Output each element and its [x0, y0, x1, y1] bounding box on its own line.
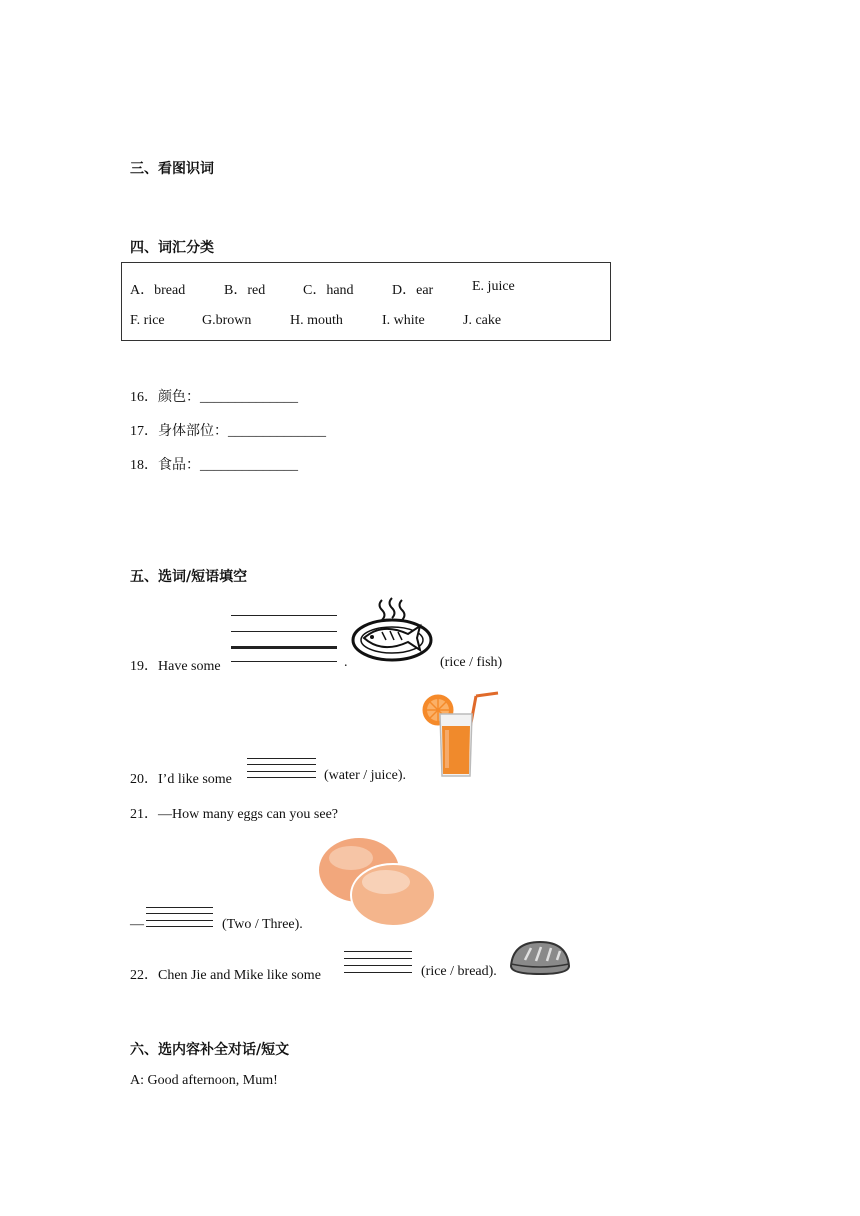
question-19-text: 19．Have some	[130, 659, 221, 674]
answer-line	[146, 913, 213, 914]
question-label: 身体部位：	[158, 424, 228, 439]
section-3-title: 三、看图识词	[130, 161, 214, 177]
word-option-d: D．ear	[392, 283, 434, 298]
answer-blank-22[interactable]	[344, 972, 412, 973]
section-6-title: 六、选内容补全对话/短文	[130, 1042, 290, 1058]
answer-blank[interactable]: ______________	[200, 458, 298, 473]
section-5-title: 五、选词/短语填空	[130, 569, 248, 585]
answer-line	[247, 758, 316, 759]
question-number: 18．	[130, 458, 158, 473]
answer-line	[247, 771, 316, 772]
word-option-j: J. cake	[463, 313, 502, 328]
answer-blank[interactable]: ______________	[200, 390, 298, 405]
question-20-text: 20．I’d like some	[130, 772, 232, 787]
word-option-h: H. mouth	[290, 313, 343, 328]
juice-glass-icon	[418, 690, 502, 780]
answer-line	[231, 631, 337, 632]
question-22-text: 22．Chen Jie and Mike like some	[130, 968, 321, 983]
question-21-choices: (Two / Three).	[222, 917, 303, 932]
answer-line	[146, 907, 213, 908]
question-16	[130, 386, 298, 406]
answer-line	[344, 965, 412, 966]
bread-icon	[509, 940, 571, 976]
answer-blank-20[interactable]	[247, 777, 316, 778]
question-20-choices: (water / juice).	[324, 768, 407, 783]
word-bank-box	[121, 262, 611, 341]
eggs-icon	[318, 836, 436, 928]
section-4-title: 四、词汇分类	[130, 240, 214, 256]
question-19-dot: .	[344, 655, 348, 670]
question-22-choices: (rice / bread).	[421, 964, 497, 979]
question-label: 颜色：	[158, 390, 200, 405]
word-option-g: G.brown	[202, 313, 252, 328]
question-21-text: 21．—How many eggs can you see?	[130, 807, 339, 822]
word-option-c: C．hand	[303, 283, 354, 298]
question-21-dash: —	[130, 917, 144, 932]
answer-blank-21[interactable]	[146, 926, 213, 927]
answer-blank-19[interactable]	[231, 661, 337, 662]
word-option-f: F. rice	[130, 313, 165, 328]
answer-blank[interactable]: ______________	[228, 424, 326, 439]
answer-line	[344, 958, 412, 959]
word-option-b: B．red	[224, 283, 266, 298]
question-19-choices: (rice / fish)	[440, 655, 503, 670]
answer-line	[247, 764, 316, 765]
question-17	[130, 420, 326, 440]
word-option-e: E. juice	[472, 279, 515, 294]
fish-plate-icon	[352, 598, 434, 662]
question-number: 16．	[130, 390, 158, 405]
word-option-a: A．bread	[130, 283, 186, 298]
question-number: 17．	[130, 424, 158, 439]
answer-line	[231, 646, 337, 649]
answer-line	[231, 615, 337, 616]
question-18	[130, 454, 298, 474]
dialogue-line-1: A: Good afternoon, Mum!	[130, 1073, 278, 1088]
answer-line	[344, 951, 412, 952]
question-label: 食品：	[158, 458, 200, 473]
word-option-i: I. white	[382, 313, 425, 328]
answer-line	[146, 920, 213, 921]
